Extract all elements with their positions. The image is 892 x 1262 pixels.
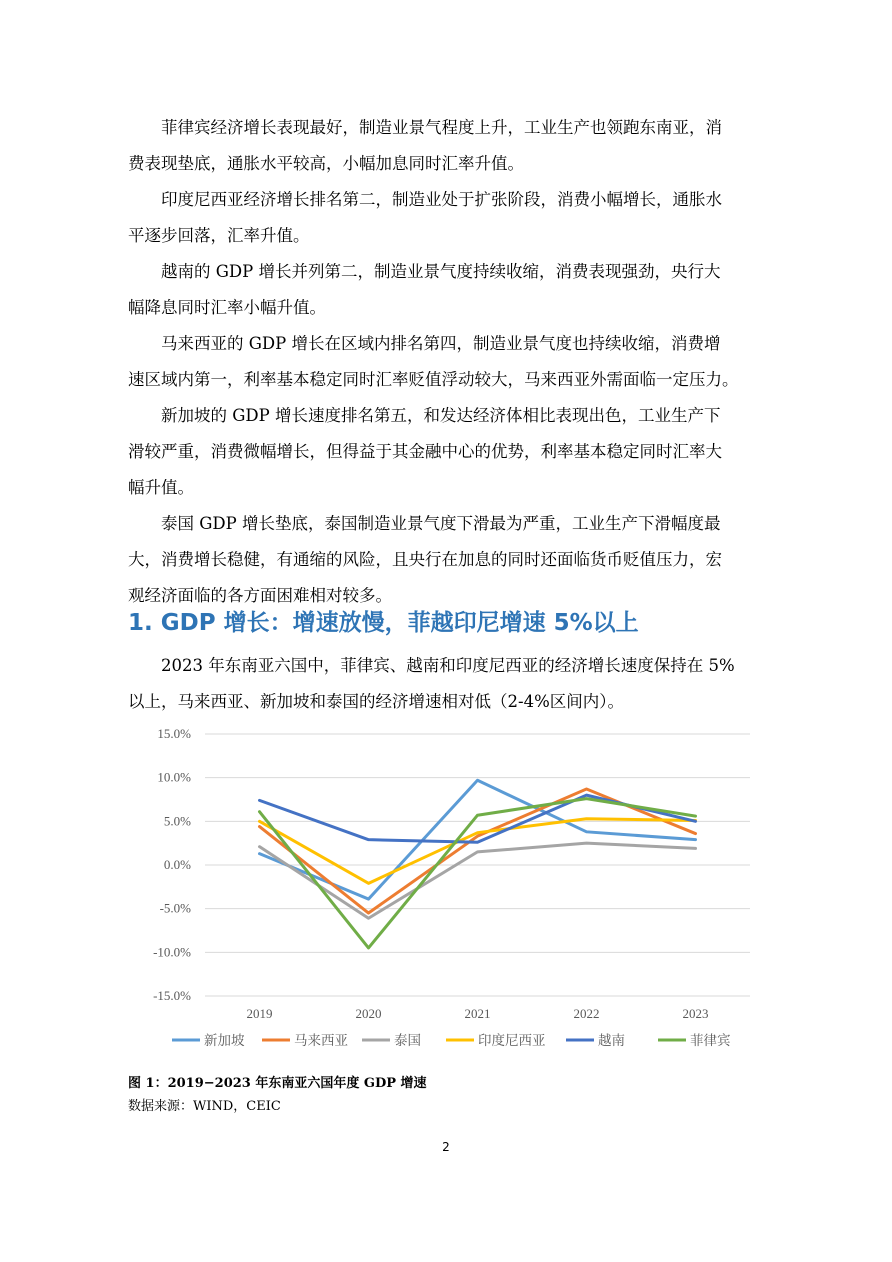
text-line: 速区域内第一，利率基本稳定同时汇率贬值浮动较大，马来西亚外需面临一定压力。: [128, 370, 739, 389]
text-line: 越南的 GDP 增长并列第二，制造业景气度持续收缩，消费表现强劲，央行大: [161, 262, 721, 281]
series-line: [260, 780, 696, 899]
chart-legend: [172, 1032, 731, 1049]
legend-item: [566, 1032, 625, 1049]
y-tick-label: -10.0%: [153, 944, 191, 960]
text-line: 印度尼西亚经济增长排名第二，制造业处于扩张阶段，消费小幅增长，通胀水: [161, 190, 722, 209]
legend-item: [362, 1033, 421, 1049]
legend-item: [262, 1032, 348, 1049]
y-tick-label: -5.0%: [159, 900, 191, 916]
x-tick-label: 2019: [246, 1006, 273, 1021]
figure-caption: 图 1：2019−2023 年东南亚六国年度 GDP 增速: [128, 1076, 427, 1091]
chart-series: [260, 780, 696, 948]
text-line: 幅降息同时汇率小幅升值。: [128, 298, 326, 317]
y-tick-label: -15.0%: [153, 988, 191, 1003]
legend-label: 菲律宾: [690, 1033, 731, 1049]
text-line: 幅升值。: [128, 478, 194, 497]
y-tick-label: 5.0%: [163, 813, 191, 829]
paragraph: [128, 182, 772, 254]
y-axis-ticks: [153, 726, 191, 1003]
text-line: 平逐步回落，汇率升值。: [128, 226, 310, 245]
paragraph: [128, 398, 772, 506]
paragraph: [128, 254, 772, 326]
legend-item: [658, 1032, 731, 1049]
data-source: 数据来源：WIND，CEIC: [128, 1099, 281, 1114]
page-number: 2: [442, 1140, 450, 1154]
text-line: 观经济面临的各方面困难相对较多。: [128, 586, 392, 605]
text-line: 马来西亚的 GDP 增长在区域内排名第四，制造业景气度也持续收缩，消费增: [161, 334, 721, 353]
y-tick-label: 10.0%: [157, 769, 191, 785]
text-line: 滑较严重，消费微幅增长，但得益于其金融中心的优势，利率基本稳定同时汇率大: [128, 442, 722, 461]
text-line: 费表现垫底，通胀水平较高，小幅加息同时汇率升值。: [128, 154, 524, 173]
x-tick-label: 2021: [464, 1006, 491, 1021]
paragraph: [128, 506, 772, 614]
x-tick-label: 2022: [573, 1006, 600, 1021]
paragraph: [128, 110, 772, 182]
gdp-line-chart: [128, 720, 768, 1060]
text-line: 2023 年东南亚六国中，菲律宾、越南和印度尼西亚的经济增长速度保持在 5%: [161, 656, 735, 675]
x-tick-label: 2023: [682, 1006, 709, 1021]
y-tick-label: 15.0%: [157, 726, 191, 741]
y-tick-label: 0.0%: [163, 857, 191, 872]
text-line: 以上，马来西亚、新加坡和泰国的经济增速相对低（2-4%区间内）。: [128, 692, 624, 711]
legend-label: 泰国: [394, 1033, 421, 1049]
text-line: 菲律宾经济增长表现最好，制造业景气程度上升，工业生产也领跑东南亚，消: [161, 118, 722, 137]
text-line: 大，消费增长稳健，有通缩的风险，且央行在加息的同时还面临货币贬值压力，宏: [128, 550, 722, 569]
x-tick-label: 2020: [355, 1006, 382, 1021]
legend-item: [172, 1033, 245, 1049]
section-heading: 1. GDP 增长：增速放慢，菲越印尼增速 5%以上: [128, 610, 639, 636]
intro-paragraph: [128, 648, 772, 720]
legend-label: 印度尼西亚: [478, 1033, 546, 1049]
legend-label: 新加坡: [204, 1033, 245, 1049]
paragraph: [128, 326, 772, 398]
text-line: 新加坡的 GDP 增长速度排名第五，和发达经济体相比表现出色，工业生产下: [161, 406, 721, 425]
legend-item: [446, 1032, 546, 1049]
x-axis-ticks: [247, 1006, 709, 1021]
text-line: 泰国 GDP 增长垫底，泰国制造业景气度下滑最为严重，工业生产下滑幅度最: [161, 514, 721, 533]
legend-label: 越南: [598, 1033, 625, 1049]
legend-label: 马来西亚: [294, 1033, 348, 1049]
